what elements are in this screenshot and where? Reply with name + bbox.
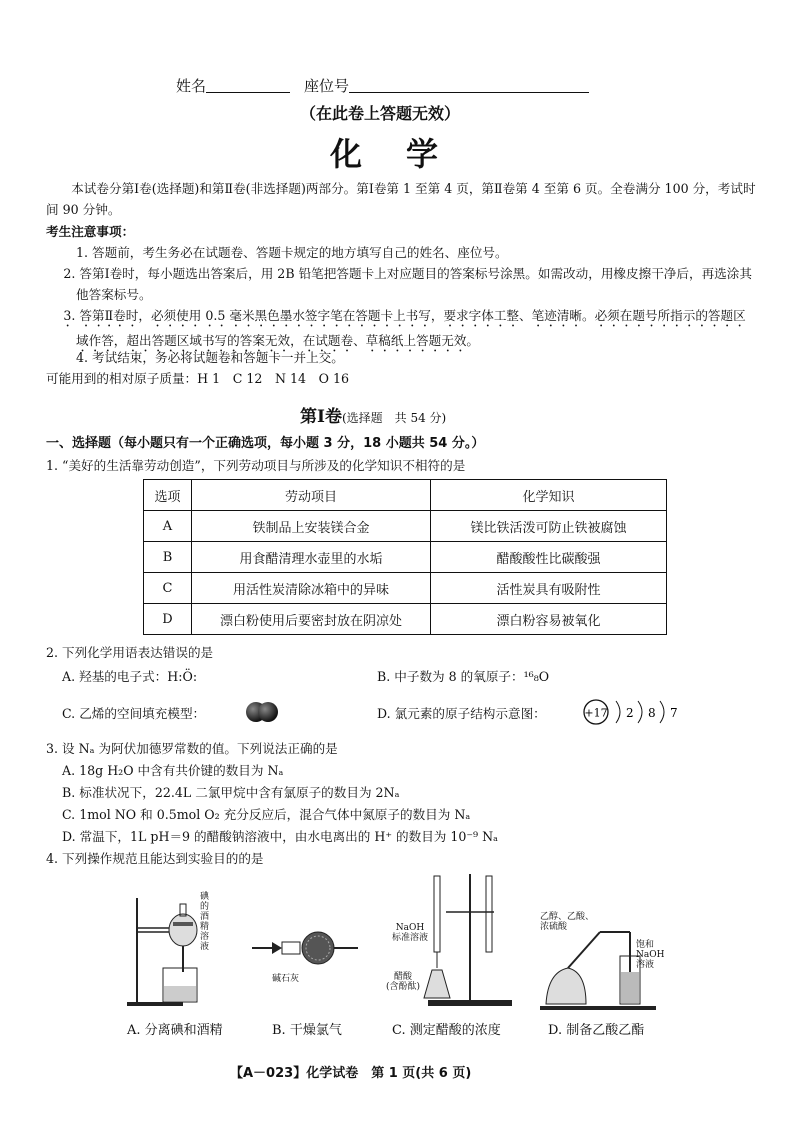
figure-a-caption: A. 分离碘和酒精 [127, 1023, 223, 1038]
student-info-line [176, 75, 589, 96]
figure-c-label-bottom [386, 972, 420, 992]
q2-option-c-text: C. 乙烯的空间填充模型： [62, 706, 206, 721]
figure-b-drying-tube [250, 928, 360, 968]
ethylene-model-icon [244, 699, 280, 725]
intro-paragraph: 本试卷分第Ⅰ卷(选择题)和第Ⅱ卷(非选择题)两部分。第Ⅰ卷第 1 至第 4 页，第Ⅱ卷第 4 至第 6 页。全卷满分 100 分，考试时间 90 分钟。 [46, 181, 756, 217]
section-name: 第Ⅰ卷 [300, 407, 342, 427]
solution-label: NaOH [636, 950, 665, 960]
atomic-masses: 可能用到的相对原子质量：H 1 C 12 N 14 O 16 [46, 371, 349, 386]
no-answer-notice: （在此卷上答题无效） [300, 104, 461, 123]
nucleus-label: +17 [584, 706, 608, 720]
label-char: 碘 [200, 892, 210, 902]
figure-d-solution [636, 940, 664, 970]
shell-2-count: 8 [648, 706, 656, 720]
figure-c-caption: C. 测定醋酸的浓度 [392, 1023, 501, 1038]
q3-option-d: D. 常温下，1L pH＝9 的醋酸钠溶液中，由水电离出的 H⁺ 的数目为 10⁻⁹ Nₐ [62, 829, 498, 844]
reagent-label: 浓硫酸 [540, 922, 568, 932]
reagent-label: 乙醇、乙酸、 [540, 912, 595, 922]
q2-stem: 2. 下列化学用语表达错误的是 [46, 645, 214, 660]
name-blank [206, 78, 290, 93]
table-cell: 用食醋清理水壶里的水垢 [192, 542, 431, 573]
label-char: 精 [200, 922, 210, 932]
figure-c-label-top [392, 923, 428, 943]
q1-table [143, 479, 667, 635]
standard-solution-label: 标准溶液 [392, 933, 429, 943]
table-header-row [144, 480, 667, 511]
table-cell: 用活性炭清除冰箱中的异味 [192, 573, 431, 604]
table-cell: D [144, 604, 192, 635]
q2-option-b-text: B. 中子数为 8 的氧原子： [377, 669, 524, 684]
label-char: 酒 [200, 912, 210, 922]
notes-heading: 考生注意事项： [46, 224, 135, 239]
table-header: 选项 [144, 480, 192, 511]
note-3: 3. 答第Ⅱ卷时，必须使用 0.5 毫米黑色墨水签字笔在答题卡上书写，要求字体工整、笔迹清晰。必须在题号所指示的答题区域作答，超出答题区域书写的答案无效，在试题卷、草稿纸上答题无效。 [63, 308, 746, 348]
q3-option-c: C. 1mol NO 和 0.5mol O₂ 充分反应后，混合气体中氮原子的数目为 Nₐ [62, 807, 471, 822]
oxygen-isotope: ¹⁶₈O [523, 669, 550, 684]
solution-label: 饱和 [636, 940, 655, 950]
table-cell: 活性炭具有吸附性 [431, 573, 667, 604]
solution-label: 溶液 [636, 960, 655, 970]
table-row [144, 511, 667, 542]
part-heading: 一、选择题（每小题只有一个正确选项，每小题 3 分，18 小题共 54 分。） [46, 436, 485, 451]
table-cell: A [144, 511, 192, 542]
figure-b-caption: B. 干燥氯气 [272, 1023, 342, 1038]
table-cell: 漂白粉使用后要密封放在阴凉处 [192, 604, 431, 635]
table-header: 劳动项目 [192, 480, 431, 511]
table-header: 化学知识 [431, 480, 667, 511]
figure-a-separatory-funnel [125, 890, 225, 1010]
table-cell: C [144, 573, 192, 604]
seat-blank [349, 78, 589, 93]
page-title: 化学 [330, 135, 483, 173]
q2-option-d-text: D. 氯元素的原子结构示意图： [377, 706, 546, 721]
q2-option-c [62, 703, 205, 722]
page-footer: 【A－023】化学试卷 第 1 页(共 6 页) [230, 1066, 472, 1081]
q2-option-a [62, 666, 197, 685]
table-cell: B [144, 542, 192, 573]
phenolphthalein-label: (含酚酞) [386, 982, 421, 992]
section-title [300, 402, 446, 427]
note-4: 4. 考试结束，务必将试题卷和答题卡一并上交。 [76, 350, 344, 365]
q4-stem: 4. 下列操作规范且能达到实验目的的是 [46, 851, 264, 866]
q3-stem: 3. 设 Nₐ 为阿伏加德罗常数的值。下列说法正确的是 [46, 741, 338, 756]
table-cell: 镁比铁活泼可防止铁被腐蚀 [431, 511, 667, 542]
figure-c-titration [420, 872, 520, 1012]
q1-stem: 1. “美好的生活靠劳动创造”，下列劳动项目与所涉及的化学知识不相符的是 [46, 458, 466, 473]
note-1: 1. 答题前，考生务必在试题卷、答题卡规定的地方填写自己的姓名、座位号。 [76, 245, 508, 260]
naoh-label: NaOH [395, 923, 425, 933]
table-row [144, 604, 667, 635]
figure-d-caption: D. 制备乙酸乙酯 [548, 1023, 645, 1038]
label-char: 的 [200, 902, 210, 912]
acetic-acid-label: 醋酸 [394, 972, 413, 982]
figure-b-label: 碱石灰 [272, 974, 300, 984]
table-cell: 漂白粉容易被氧化 [431, 604, 667, 635]
table-cell: 醋酸酸性比碳酸强 [431, 542, 667, 573]
table-row [144, 573, 667, 604]
name-label: 姓名 [176, 77, 207, 95]
figure-a-label [200, 892, 209, 952]
figure-d-reagents [540, 912, 594, 932]
q3-option-b: B. 标准状况下，22.4L 二氯甲烷中含有氯原子的数目为 2Nₐ [62, 785, 400, 800]
table-row [144, 542, 667, 573]
label-char: 液 [200, 942, 210, 952]
table-cell: 铁制品上安装镁合金 [192, 511, 431, 542]
q3-option-a: A. 18g H₂O 中含有共价键的数目为 Nₐ [62, 763, 284, 778]
hydroxyl-formula: H:Ö: [167, 669, 198, 684]
q2-option-d [377, 703, 546, 722]
seat-label: 座位号 [304, 77, 350, 95]
chlorine-atom-diagram [582, 697, 682, 727]
shell-3-count: 7 [670, 706, 678, 720]
section-subtitle: (选择题 共 54 分) [341, 411, 447, 425]
note-2: 2. 答第Ⅰ卷时，每小题选出答案后，用 2B 铅笔把答题卡上对应题目的答案标号涂黑。如需改动，用橡皮擦干净后，再选涂其他答案标号。 [63, 266, 752, 302]
q2-option-a-text: A. 羟基的电子式： [62, 669, 168, 684]
q2-option-b [377, 666, 549, 685]
shell-1-count: 2 [626, 706, 634, 720]
label-char: 溶 [200, 932, 210, 942]
